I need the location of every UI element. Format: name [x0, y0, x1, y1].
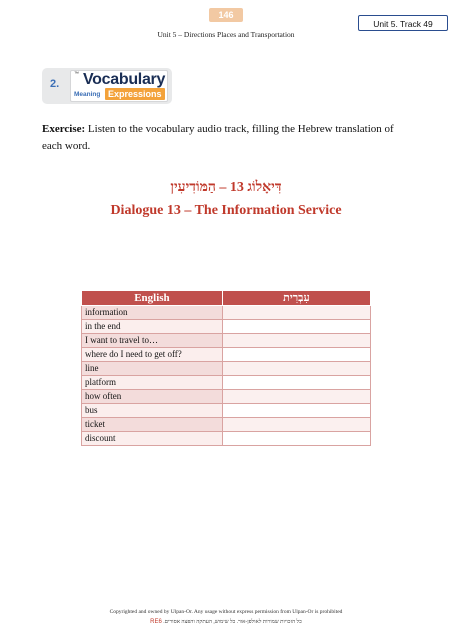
page-number: 146 [209, 8, 243, 22]
copyright-english: Copyrighted and owned by Ulpan-Or. Any usage without express permission from Ulpan-Or is prohibited [109, 609, 343, 615]
running-head: Unit 5 – Directions Places and Transportation [157, 30, 295, 39]
exercise-instructions [42, 121, 412, 155]
table-row [82, 362, 371, 376]
vocabulary-logo [70, 70, 168, 102]
english-word: information [82, 306, 223, 320]
table-header-row [82, 291, 371, 306]
exercise-label: Exercise: [42, 123, 86, 135]
hebrew-answer-cell[interactable] [222, 432, 370, 446]
hebrew-answer-cell[interactable] [222, 404, 370, 418]
english-word: bus [82, 404, 223, 418]
table-row [82, 418, 371, 432]
hebrew-answer-cell[interactable] [222, 306, 370, 320]
english-word: where do I need to get off? [82, 348, 223, 362]
hebrew-answer-cell[interactable] [222, 376, 370, 390]
logo-expressions-text: Expressions [105, 88, 165, 100]
page-code: RE6 [150, 619, 162, 625]
hebrew-answer-cell[interactable] [222, 390, 370, 404]
logo-vocabulary-text: Vocabulary [83, 71, 166, 88]
hebrew-answer-cell[interactable] [222, 348, 370, 362]
table-row [82, 320, 371, 334]
table-row [82, 390, 371, 404]
table-row [82, 334, 371, 348]
english-word: in the end [82, 320, 223, 334]
copyright-hebrew-line [0, 619, 452, 625]
hebrew-answer-cell[interactable] [222, 418, 370, 432]
table-row [82, 348, 371, 362]
english-word: how often [82, 390, 223, 404]
english-word: discount [82, 432, 223, 446]
english-word: line [82, 362, 223, 376]
hebrew-answer-cell[interactable] [222, 334, 370, 348]
dialogue-title-english: Dialogue 13 – The Information Service [110, 203, 342, 218]
table-row [82, 432, 371, 446]
english-word: platform [82, 376, 223, 390]
logo-trademark: ™ [74, 71, 79, 77]
audio-track-badge: Unit 5. Track 49 [358, 15, 448, 31]
section-number: 2. [50, 78, 60, 90]
copyright-hebrew: כל הזכויות שמורות לאולפן-אור. כל שימוש, העתקה והפצה אסורים. [163, 619, 302, 625]
table-row [82, 376, 371, 390]
hebrew-answer-cell[interactable] [222, 320, 370, 334]
english-word: ticket [82, 418, 223, 432]
english-word: I want to travel to… [82, 334, 223, 348]
exercise-text: Listen to the vocabulary audio track, filling the Hebrew translation of each word. [42, 123, 394, 152]
logo-meaning-text: Meaning [74, 91, 101, 98]
section-badge [42, 68, 172, 104]
column-header-hebrew: עִבְרִית [222, 291, 370, 306]
column-header-english: English [82, 291, 223, 306]
table-row [82, 306, 371, 320]
vocabulary-table [81, 290, 371, 446]
table-row [82, 404, 371, 418]
dialogue-title-hebrew: דִּיאָלוֹג 13 – הַמּוֹדִיעִין [170, 180, 282, 195]
hebrew-answer-cell[interactable] [222, 362, 370, 376]
